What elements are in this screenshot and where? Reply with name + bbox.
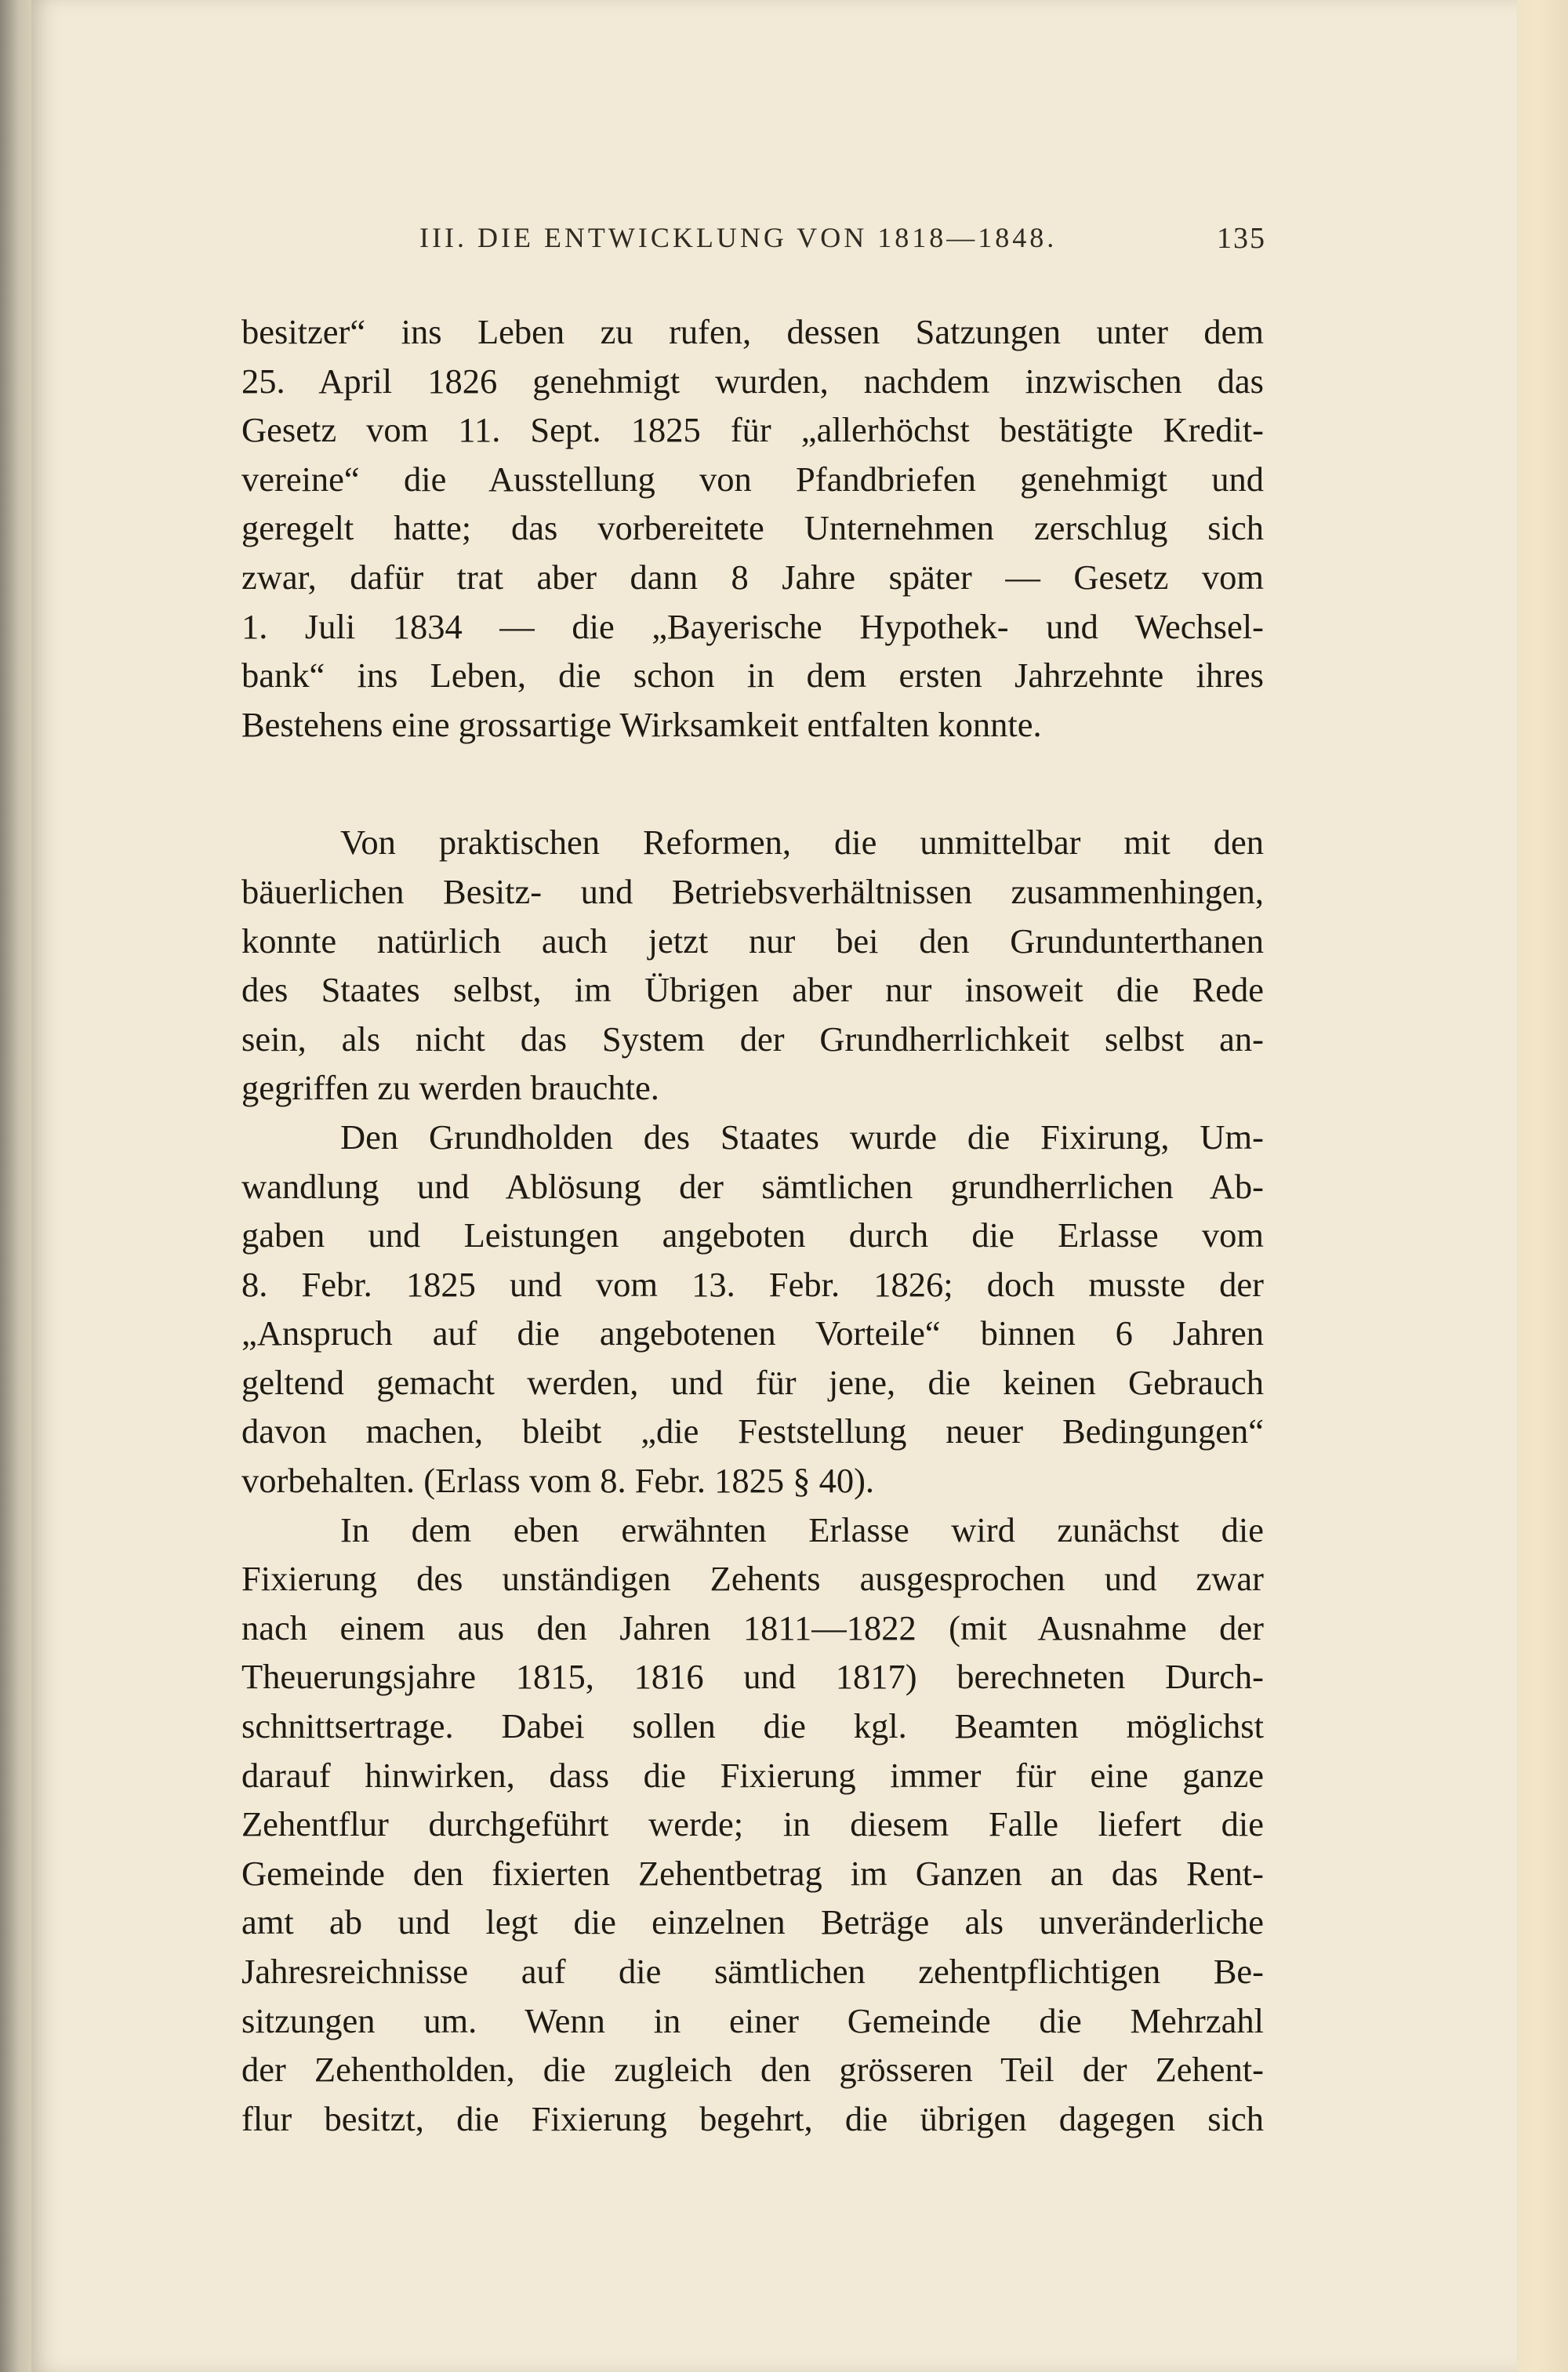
text-line: amt ab und legt die einzelnen Beträge als unveränderliche xyxy=(241,1902,1264,1942)
text-line: schnittsertrage. Dabei sollen die kgl. Beamten möglichst xyxy=(241,1706,1264,1746)
text-line: Von praktischen Reformen, die unmittelbar mit den xyxy=(340,823,1264,863)
text-line: Jahresreichnisse auf die sämtlichen zehentpflichtigen Be- xyxy=(241,1952,1264,1991)
text-line: sein, als nicht das System der Grundherrlichkeit selbst an- xyxy=(241,1019,1264,1059)
text-line: gegriffen zu werden brauchte. xyxy=(241,1068,659,1108)
text-line: 1. Juli 1834 — die „Bayerische Hypothek- und Wechsel- xyxy=(241,606,1264,646)
text-line: bäuerlichen Besitz- und Betriebsverhältnissen zusammenhingen, xyxy=(241,871,1264,911)
facing-page-edge xyxy=(0,0,31,2372)
body-text xyxy=(241,307,1264,2143)
text-line: geregelt hatte; das vorbereitete Unternehmen zerschlug sich xyxy=(241,508,1264,548)
running-head: III. DIE ENTWICKLUNG VON 1818—1848. xyxy=(419,222,1058,253)
text-line: 25. April 1826 genehmigt wurden, nachdem inzwischen das xyxy=(241,361,1264,401)
page-header xyxy=(235,221,1266,260)
text-line: geltend gemacht werden, und für jene, die keinen Gebrauch xyxy=(241,1362,1264,1402)
paragraph-4 xyxy=(241,1506,1264,2144)
page-fore-edge xyxy=(1517,0,1568,2372)
text-line: der Zehentholden, die zugleich den grösseren Teil der Zehent- xyxy=(241,2050,1264,2090)
text-line: gaben und Leistungen angeboten durch die Erlasse vom xyxy=(241,1215,1264,1255)
text-line: vorbehalten. (Erlass vom 8. Febr. 1825 § 40). xyxy=(241,1461,875,1501)
text-line: nach einem aus den Jahren 1811—1822 (mit Ausnahme der xyxy=(241,1607,1264,1647)
text-line: Fixierung des unständigen Zehents ausgesprochen und zwar xyxy=(241,1559,1264,1599)
text-line: Zehentflur durchgeführt werde; in diesem Falle liefert die xyxy=(241,1804,1264,1844)
text-line: zwar, dafür trat aber dann 8 Jahre später — Gesetz vom xyxy=(241,557,1264,597)
text-line: darauf hinwirken, dass die Fixierung immer für eine ganze xyxy=(241,1755,1264,1795)
page-number: 135 xyxy=(1217,222,1266,255)
text-line: Gesetz vom 11. Sept. 1825 für „allerhöchst bestätigte Kredit- xyxy=(241,410,1264,450)
text-line: flur besitzt, die Fixierung begehrt, die übrigen dagegen sich xyxy=(241,2098,1264,2138)
text-line: Bestehens eine grossartige Wirksamkeit entfalten konnte. xyxy=(241,704,1042,744)
text-line: vereine“ die Ausstellung von Pfandbriefen genehmigt und xyxy=(241,459,1264,499)
paragraph-1 xyxy=(241,307,1264,749)
text-line: davon machen, bleibt „die Feststellung neuer Bedingungen“ xyxy=(241,1411,1264,1451)
text-line: konnte natürlich auch jetzt nur bei den Grundunterthanen xyxy=(241,921,1264,961)
text-line: Den Grundholden des Staates wurde die Fixirung, Um- xyxy=(340,1117,1264,1157)
section-break xyxy=(241,749,1264,818)
text-line: besitzer“ ins Leben zu rufen, dessen Satzungen unter dem xyxy=(241,312,1264,351)
text-line: „Anspruch auf die angebotenen Vorteile“ binnen 6 Jahren xyxy=(241,1313,1264,1353)
text-line: des Staates selbst, im Übrigen aber nur insoweit die Rede xyxy=(241,970,1264,1010)
text-line: wandlung und Ablösung der sämtlichen grundherrlichen Ab- xyxy=(241,1166,1264,1206)
text-line: Gemeinde den fixierten Zehentbetrag im Ganzen an das Rent- xyxy=(241,1853,1264,1893)
text-line: Theuerungsjahre 1815, 1816 und 1817) berechneten Durch- xyxy=(241,1657,1264,1697)
paragraph-2 xyxy=(241,818,1264,1113)
text-line: 8. Febr. 1825 und vom 13. Febr. 1826; doch musste der xyxy=(241,1264,1264,1304)
text-line: bank“ ins Leben, die schon in dem ersten Jahrzehnte ihres xyxy=(241,656,1264,696)
text-line: In dem eben erwähnten Erlasse wird zunächst die xyxy=(340,1509,1264,1549)
text-line: sitzungen um. Wenn in einer Gemeinde die Mehrzahl xyxy=(241,2000,1264,2040)
paragraph-3 xyxy=(241,1113,1264,1506)
